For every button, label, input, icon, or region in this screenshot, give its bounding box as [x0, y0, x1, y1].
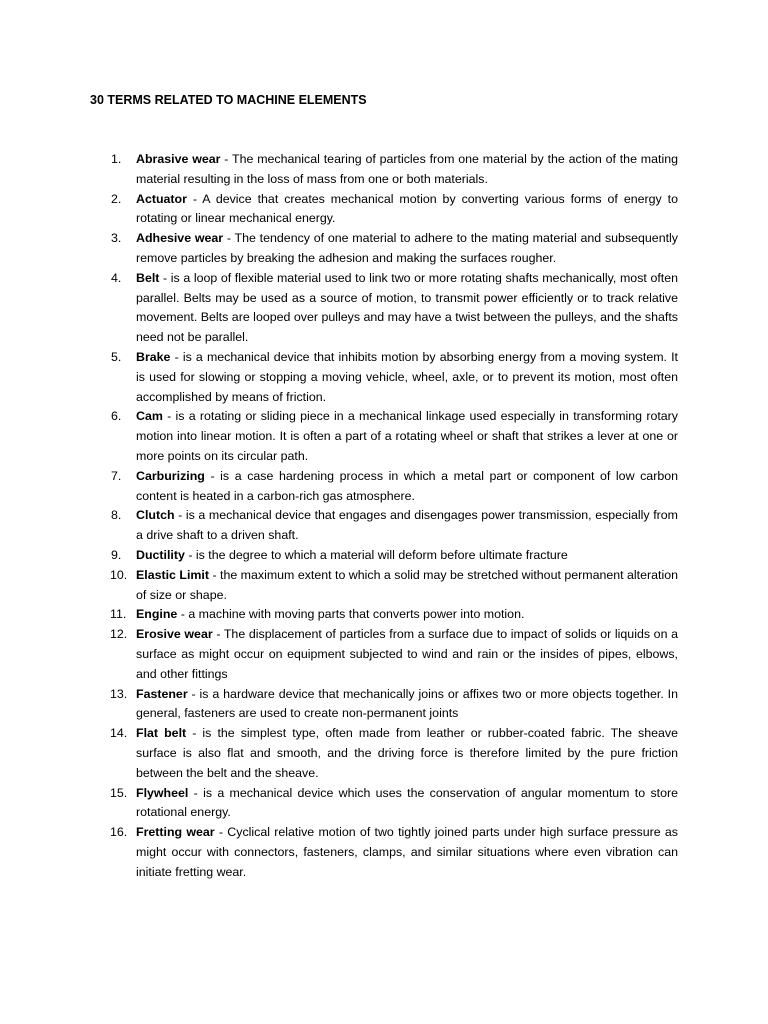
term-number: 7.	[111, 468, 122, 483]
term-number: 10.	[110, 567, 128, 582]
term-definition: - The tendency of one material to adhere to the mating material and subsequently remove particles by breaking the adhesion and making the surfaces rougher.	[136, 231, 678, 265]
term-definition: - is a mechanical device that engages and disengages power transmission, especially from a drive shaft to a driven shaft.	[136, 508, 678, 543]
terms-list	[91, 150, 678, 882]
term-number: 1.	[111, 152, 122, 166]
term-definition: - is the simplest type, often made from leather or rubber-coated fabric. The sheave surface is also flat and smooth, and the driving force is therefore limited by the pure friction between the belt and the sheave.	[136, 726, 678, 780]
term-item	[91, 467, 678, 507]
term-number: 12.	[110, 627, 128, 642]
term-definition: - is a case hardening process in which a metal part or component of low carbon content is heated in a carbon-rich gas atmosphere.	[136, 468, 678, 503]
term-definition: - is the degree to which a material will deform before ultimate fracture	[184, 547, 568, 562]
term-definition: - A device that creates mechanical motion by converting various forms of energy to rotating or linear mechanical energy.	[136, 191, 678, 226]
term-name: Flywheel	[136, 785, 189, 800]
term-name: Abrasive wear	[136, 152, 221, 166]
term-definition: - The displacement of particles from a surface due to impact of solids or liquids on a surface as might occur on equipment subjected to wind and rain or the insides of pipes, elbows, and other fittings	[136, 627, 679, 681]
term-name: Cam	[136, 409, 163, 424]
term-number: 3.	[111, 231, 122, 246]
term-name: Ductility	[136, 547, 185, 562]
term-name: Carburizing	[136, 468, 205, 483]
term-name: Actuator	[136, 191, 187, 206]
term-number: 11.	[110, 607, 127, 622]
term-name: Flat belt	[136, 726, 187, 741]
term-item	[91, 724, 678, 783]
term-definition: - The mechanical tearing of particles from one material by the action of the mating material resulting in the loss of mass from one or both materials.	[136, 152, 678, 186]
term-name: Adhesive wear	[136, 231, 224, 246]
term-definition: - is a hardware device that mechanically joins or affixes two or more objects together. In general, fasteners are used to create non-permanent joints	[136, 686, 678, 721]
term-item	[91, 506, 678, 546]
term-item	[91, 784, 678, 824]
term-definition: - is a mechanical device which uses the conservation of angular momentum to store rotational energy.	[136, 785, 678, 820]
term-definition: - is a rotating or sliding piece in a mechanical linkage used especially in transforming rotary motion into linear motion. It is often a part of a rotating wheel or shaft that strikes a lever at one or more points on its circular path.	[136, 409, 678, 463]
term-name: Erosive wear	[136, 627, 213, 642]
term-number: 13.	[110, 686, 128, 701]
term-number: 2.	[111, 191, 122, 206]
term-number: 15.	[110, 785, 128, 800]
term-definition: - is a mechanical device that inhibits motion by absorbing energy from a moving system. It is used for slowing or stopping a moving vehicle, wheel, axle, or to prevent its motion, most often accomplished by means of friction.	[136, 349, 678, 404]
term-name: Elastic Limit	[136, 567, 209, 582]
term-number: 4.	[111, 270, 122, 285]
term-definition: - Cyclical relative motion of two tightly joined parts under high surface pressure as might occur with connectors, fasteners, clamps, and similar situations where even vibration can initiate fretting wear.	[136, 825, 679, 879]
term-definition: - a machine with moving parts that converts power into motion.	[177, 607, 525, 622]
term-item	[91, 269, 678, 348]
term-item	[91, 546, 678, 566]
term-number: 9.	[111, 547, 122, 562]
term-number: 8.	[111, 508, 122, 523]
term-item	[91, 605, 678, 625]
term-item	[91, 625, 678, 684]
document-title: 30 TERMS RELATED TO MACHINE ELEMENTS	[90, 93, 367, 107]
term-item	[91, 348, 678, 407]
term-name: Belt	[136, 270, 160, 285]
term-number: 6.	[111, 409, 122, 424]
term-item	[91, 150, 678, 190]
term-item	[91, 190, 678, 230]
term-item	[91, 566, 678, 606]
term-item	[91, 407, 678, 466]
term-definition: - is a loop of flexible material used to link two or more rotating shafts mechanically, most often parallel. Belts may be used as a source of motion, to transmit power efficiently or to track relative movement. Belts are looped over pulleys and may have a twist between the pulleys, and the shafts need not be parallel.	[136, 270, 678, 345]
term-number: 14.	[110, 726, 128, 741]
term-number: 16.	[110, 825, 128, 840]
term-item	[91, 685, 678, 725]
term-name: Fastener	[136, 686, 188, 701]
term-number: 5.	[111, 349, 122, 364]
term-item	[91, 229, 678, 269]
term-name: Fretting wear	[136, 825, 215, 840]
term-name: Engine	[136, 607, 178, 622]
term-definition: - the maximum extent to which a solid may be stretched without permanent alteration of size or shape.	[136, 567, 679, 602]
term-name: Clutch	[136, 508, 175, 523]
term-name: Brake	[136, 349, 171, 364]
term-item	[91, 823, 678, 882]
